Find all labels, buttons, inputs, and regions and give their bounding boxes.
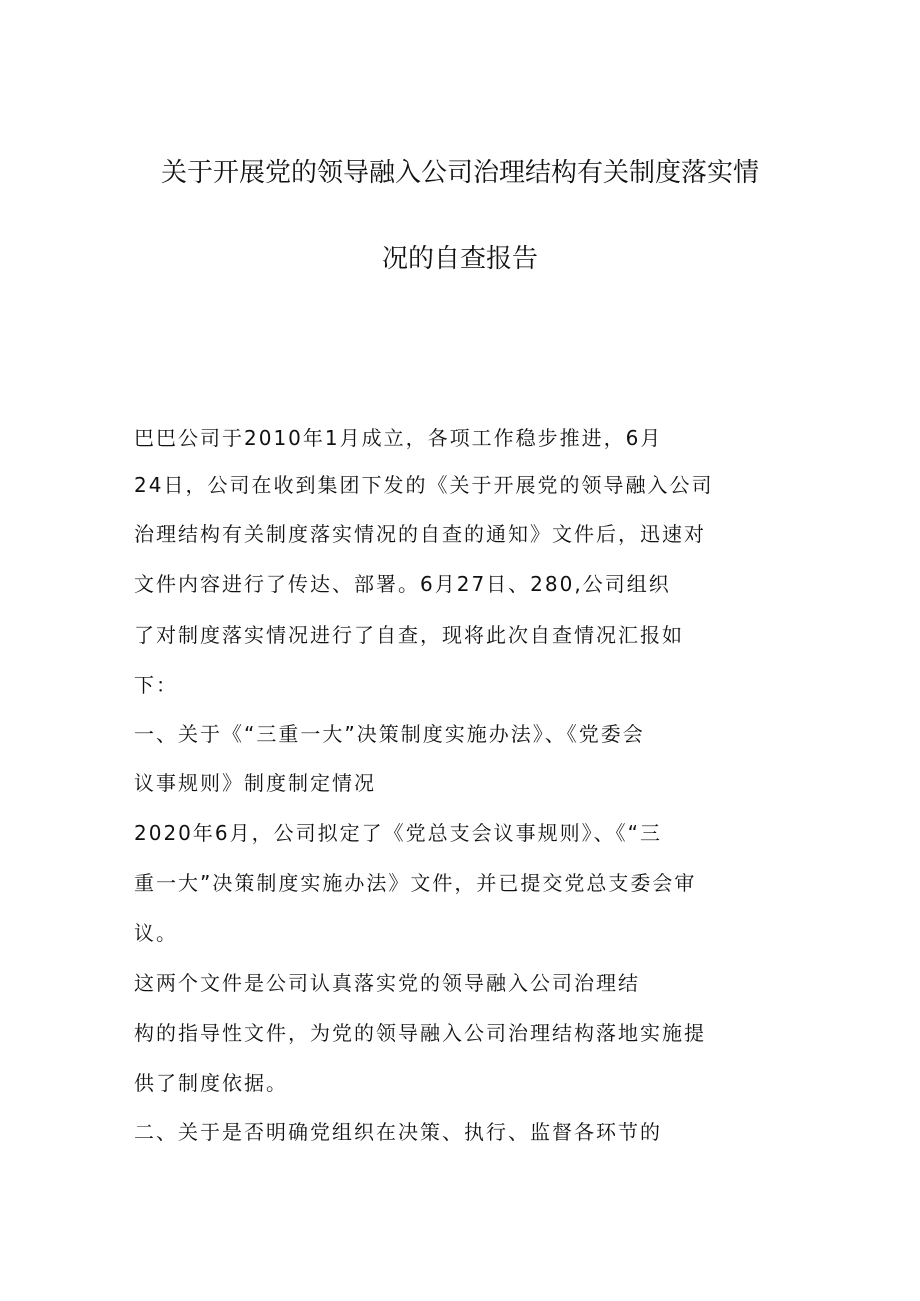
section-heading-1-cont: 议事规则》制度制定情况: [134, 771, 376, 795]
body-line: 24日，公司在收到集团下发的《关于开展党的领导融入公司: [134, 473, 714, 497]
section-heading-1: 一、关于《“三重一大”决策制度实施办法》、《党委会: [134, 722, 645, 746]
body-line: 构的指导性文件，为党的领导融入公司治理结构落地实施提: [134, 1021, 706, 1045]
body-line: 2020年6月，公司拟定了《党总支会议事规则》、《“三: [134, 821, 662, 845]
section-heading-2: 二、关于是否明确党组织在决策、执行、监督各环节的: [134, 1120, 662, 1144]
body-line: 重一大”决策制度实施办法》文件，并已提交党总支委会审: [134, 871, 697, 895]
body-line: 治理结构有关制度落实情况的自查的通知》文件后，迅速对: [134, 522, 706, 546]
body-line: 这两个文件是公司认真落实党的领导融入公司治理结: [134, 971, 640, 995]
body-line: 供了制度依据。: [134, 1071, 288, 1095]
body-line: 议。: [134, 921, 178, 945]
body-line: 下：: [134, 673, 178, 697]
document-title-line-1: 关于开展党的领导融入公司治理结构有关制度落实情: [160, 158, 759, 188]
document-title-line-2: 况的自查报告: [381, 244, 538, 274]
body-line: 文件内容进行了传达、部署。6月27日、280,公司组织: [134, 572, 671, 596]
body-line: 了对制度落实情况进行了自查，现将此次自查情况汇报如: [134, 623, 684, 647]
body-line: 巴巴公司于2010年1月成立，各项工作稳步推进，6月: [134, 426, 663, 450]
